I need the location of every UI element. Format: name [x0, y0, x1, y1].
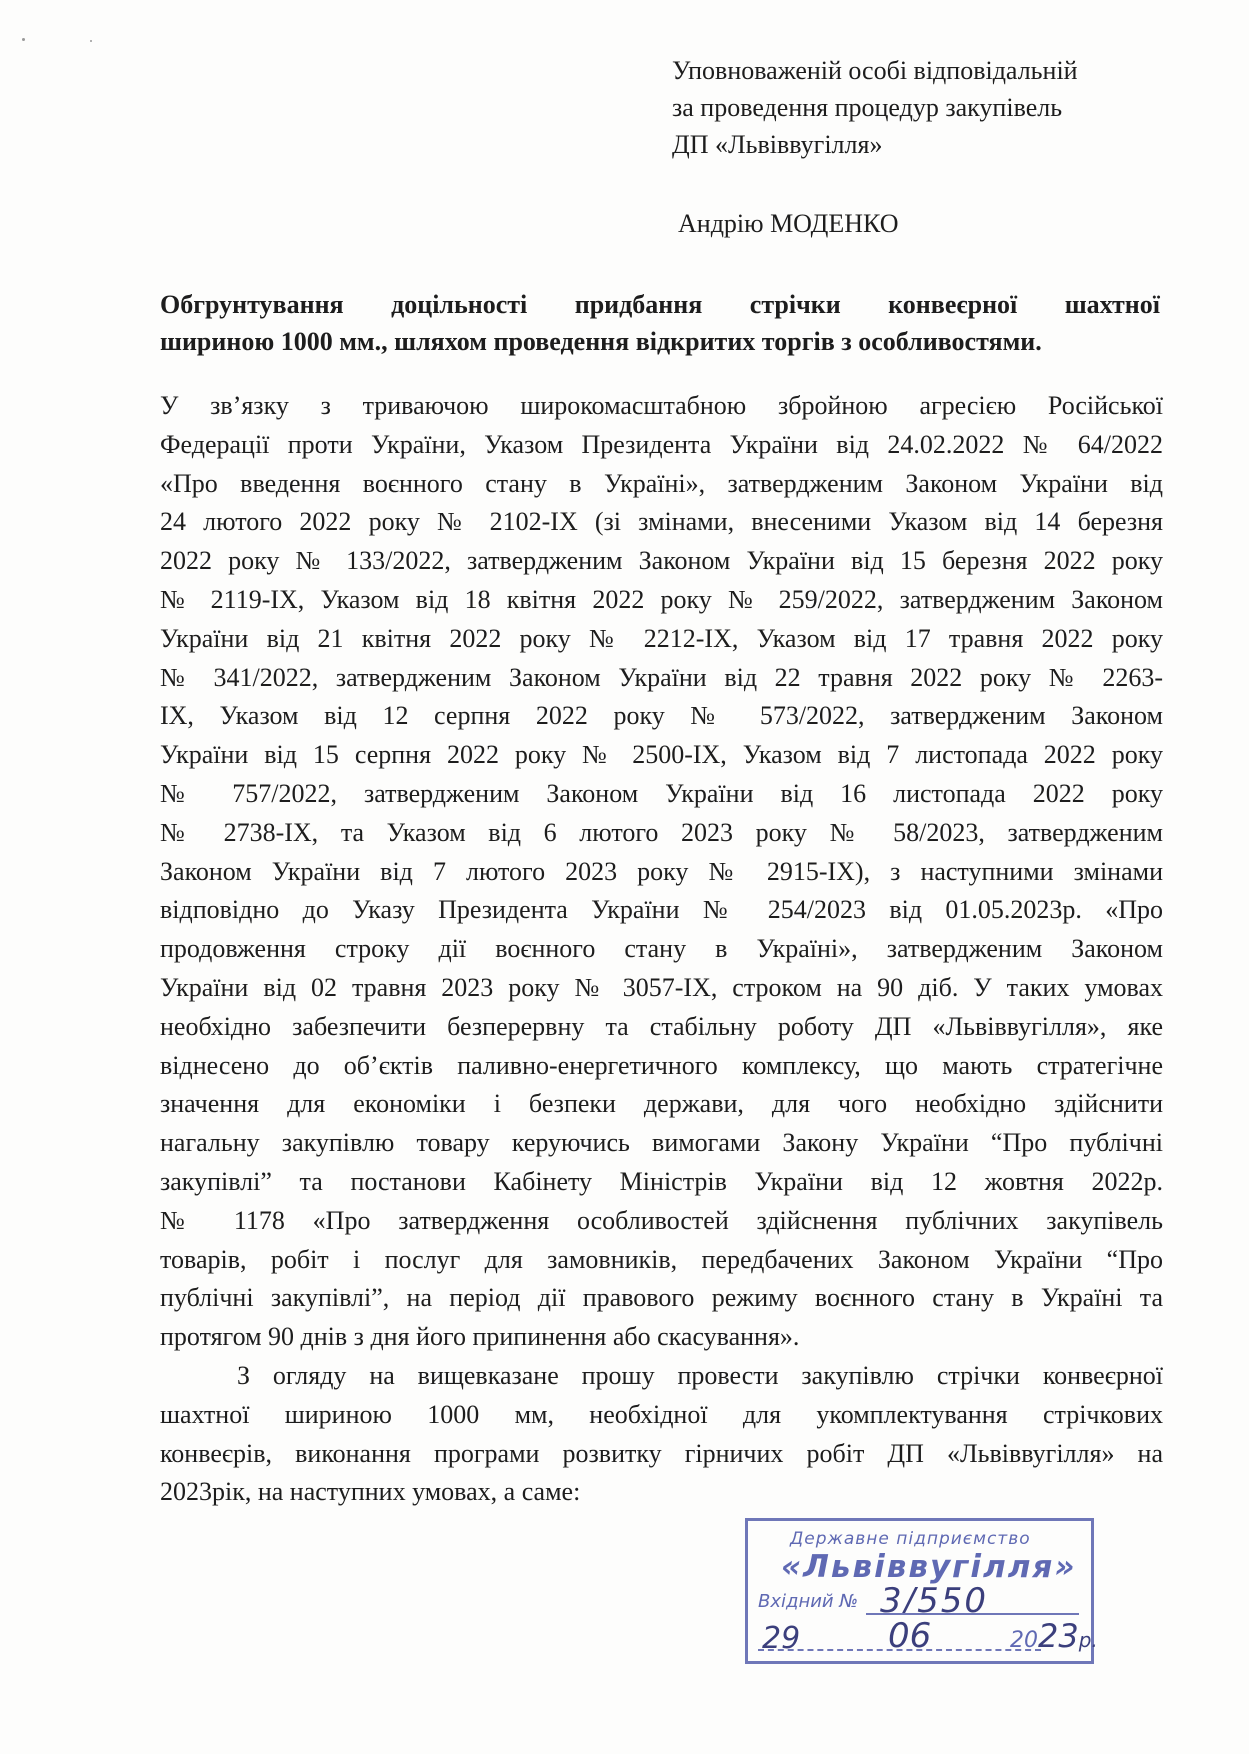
body-line: значення для економіки і безпеки держави, для чого необхідно здійснити	[160, 1089, 1163, 1119]
addressee-block	[672, 52, 1078, 163]
addressee-name: Андрію МОДЕНКО	[678, 209, 899, 238]
body-line: необхідно забезпечити безперервну та стабільну роботу ДП «Львіввугілля», яке	[160, 1011, 1163, 1041]
body-line: «Про введення воєнного стану в Україні», затвердженим Законом України від	[160, 468, 1163, 498]
body-line: У зв’язку з триваючою широкомасштабною збройною агресією Російської	[160, 391, 1163, 420]
body-line: протягом 90 днів з дня його припинення або скасування».	[160, 1322, 800, 1352]
title-line: Обгрунтування доцільності придбання стрічки конвеєрної шахтної	[160, 290, 1160, 319]
body-line: України від 02 травня 2023 року № 3057-IX, строком на 90 діб. У таких умовах	[160, 972, 1163, 1002]
body-line: України від 21 квітня 2022 року № 2212-IX, Указом від 17 травня 2022 року	[160, 623, 1163, 653]
body-line: публічні закупівлі”, на період дії правового режиму воєнного стану в Україні та	[160, 1283, 1163, 1313]
body-line: продовження строку дії воєнного стану в Україні», затвердженим Законом	[160, 934, 1163, 964]
stamp-month: 06	[888, 1616, 932, 1656]
stamp-date-underline	[758, 1649, 1041, 1651]
incoming-registration-stamp	[745, 1518, 1098, 1664]
body-line: віднесено до об’єктів паливно-енергетичного комплексу, що мають стратегічне	[160, 1050, 1163, 1080]
body-line: № 1178 «Про затвердження особливостей здійснення публічних закупівель	[160, 1205, 1163, 1235]
addressee-line: Уповноваженій особі відповідальній	[672, 56, 1078, 85]
stamp-incoming-label: Вхідний №	[758, 1591, 859, 1612]
addressee-line: ДП «Львіввугілля»	[672, 130, 883, 159]
stamp-year-prefix: 20	[1010, 1628, 1038, 1653]
addressee-line: за проведення процедур закупівель	[672, 93, 1063, 122]
stamp-incoming-number: 3/550	[880, 1581, 988, 1621]
scan-speck	[22, 38, 25, 41]
body-line: Федерації проти України, Указом Президента України від 24.02.2022 № 64/2022	[160, 429, 1163, 459]
stamp-year-suffix	[1038, 1617, 1098, 1655]
body-line: шахтної шириною 1000 мм, необхідної для укомплектування стрічкових	[160, 1399, 1163, 1429]
body-line: № 2738-IX, та Указом від 6 лютого 2023 року № 58/2023, затвердженим	[160, 817, 1163, 847]
stamp-org-name: «Львіввугілля»	[781, 1549, 1077, 1585]
body-line: товарів, робіт і послуг для замовників, передбачених Законом України “Про	[160, 1244, 1163, 1274]
stamp-underline	[866, 1613, 1079, 1615]
body-line: нагальну закупівлю товару керуючись вимогами Закону України “Про публічні	[160, 1128, 1163, 1158]
stamp-year-digits: 23	[1038, 1617, 1079, 1655]
body-line: відповідно до Указу Президента України № 254/2023 від 01.05.2023р. «Про	[160, 895, 1163, 925]
document-body	[160, 387, 1163, 1512]
stamp-year-unit: р.	[1078, 1628, 1098, 1652]
body-line: Законом України від 7 лютого 2023 року № 2915-IX), з наступними змінами	[160, 856, 1163, 886]
body-line: закупівлі” та постанови Кабінету Міністрів України від 12 жовтня 2022р.	[160, 1166, 1163, 1196]
body-line: України від 15 серпня 2022 року № 2500-IX, Указом від 7 листопада 2022 року	[160, 740, 1163, 770]
body-line: № 757/2022, затвердженим Законом України від 16 листопада 2022 року	[160, 778, 1163, 808]
body-line: З огляду на вищевказане прошу провести закупівлю стрічки конвеєрної	[237, 1360, 1163, 1390]
title-line: шириною 1000 мм., шляхом проведення відкритих торгів з особливостями.	[160, 327, 1042, 356]
body-line: № 2119-IX, Указом від 18 квітня 2022 року № 259/2022, затвердженим Законом	[160, 584, 1163, 614]
document-title	[160, 286, 1160, 360]
body-line: конвеєрів, виконання програми розвитку гірничих робіт ДП «Львіввугілля» на	[160, 1438, 1163, 1468]
stamp-org-line: Державне підприємство	[790, 1529, 1031, 1549]
body-line: IX, Указом від 12 серпня 2022 року № 573/2022, затвердженим Законом	[160, 701, 1163, 731]
body-line: № 341/2022, затвердженим Законом України від 22 травня 2022 року № 2263-	[160, 662, 1163, 692]
stamp-day: 29	[762, 1621, 801, 1656]
scan-speck	[90, 40, 92, 42]
body-line: 2023рік, на наступних умовах, а саме:	[160, 1477, 581, 1507]
body-line: 2022 року № 133/2022, затвердженим Законом України від 15 березня 2022 року	[160, 546, 1163, 576]
body-line: 24 лютого 2022 року № 2102-IX (зі змінами, внесеними Указом від 14 березня	[160, 507, 1163, 537]
